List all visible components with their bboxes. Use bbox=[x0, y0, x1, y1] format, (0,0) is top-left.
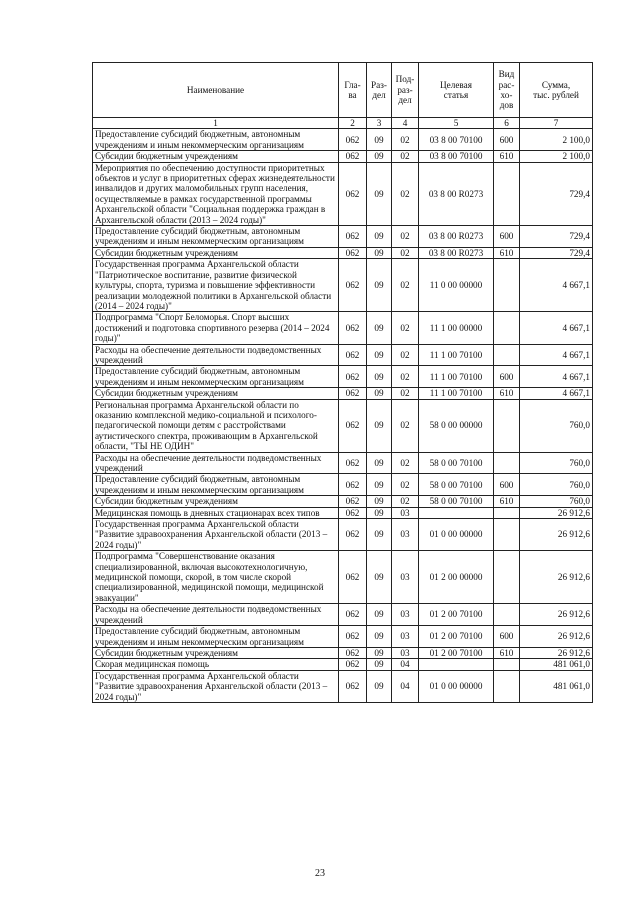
table-row bbox=[93, 388, 593, 399]
table-row bbox=[93, 659, 593, 670]
row-vid-cell bbox=[494, 551, 520, 604]
row-glava-cell: 062 bbox=[339, 496, 367, 507]
row-podrazdel-cell: 02 bbox=[392, 399, 419, 452]
row-razdel-cell: 09 bbox=[367, 226, 392, 248]
row-vid-cell: 600 bbox=[494, 366, 520, 388]
row-article-cell: 01 2 00 00000 bbox=[419, 551, 494, 604]
row-podrazdel-cell: 04 bbox=[392, 659, 419, 670]
row-glava-cell: 062 bbox=[339, 162, 367, 225]
row-podrazdel-cell: 02 bbox=[392, 162, 419, 225]
row-sum-cell: 729,4 bbox=[520, 247, 593, 258]
row-vid-cell bbox=[494, 452, 520, 474]
column-number: 2 bbox=[339, 118, 367, 129]
row-name-cell: Региональная программа Архангельской области по оказанию комплексной медико-социальной и психолого-педагогической помощи детям с расстройствами аутистического спектра, проживающим в Архангельской области, "ТЫ НЕ ОДИН" bbox=[93, 399, 339, 452]
table-body bbox=[93, 129, 593, 703]
row-glava-cell: 062 bbox=[339, 626, 367, 648]
row-article-cell: 03 8 00 R0273 bbox=[419, 162, 494, 225]
row-razdel-cell: 09 bbox=[367, 659, 392, 670]
table-row bbox=[93, 551, 593, 604]
row-razdel-cell: 09 bbox=[367, 626, 392, 648]
row-razdel-cell: 09 bbox=[367, 247, 392, 258]
row-article-cell bbox=[419, 507, 494, 518]
row-vid-cell bbox=[494, 259, 520, 312]
row-vid-cell: 600 bbox=[494, 226, 520, 248]
row-razdel-cell: 09 bbox=[367, 162, 392, 225]
row-vid-cell bbox=[494, 399, 520, 452]
table-row bbox=[93, 312, 593, 344]
row-glava-cell: 062 bbox=[339, 551, 367, 604]
row-article-cell bbox=[419, 659, 494, 670]
header-name: Наименование bbox=[93, 63, 339, 118]
row-podrazdel-cell: 02 bbox=[392, 259, 419, 312]
table-row bbox=[93, 507, 593, 518]
row-glava-cell: 062 bbox=[339, 507, 367, 518]
row-razdel-cell: 09 bbox=[367, 670, 392, 702]
header-vid: Вид рас- хо- дов bbox=[494, 63, 520, 118]
row-glava-cell: 062 bbox=[339, 474, 367, 496]
table-row bbox=[93, 399, 593, 452]
row-razdel-cell: 09 bbox=[367, 551, 392, 604]
row-podrazdel-cell: 03 bbox=[392, 519, 419, 551]
row-podrazdel-cell: 02 bbox=[392, 312, 419, 344]
row-podrazdel-cell: 02 bbox=[392, 344, 419, 366]
row-razdel-cell: 09 bbox=[367, 129, 392, 151]
row-article-cell: 11 1 00 70100 bbox=[419, 366, 494, 388]
column-number: 3 bbox=[367, 118, 392, 129]
row-sum-cell: 26 912,6 bbox=[520, 647, 593, 658]
row-vid-cell: 610 bbox=[494, 388, 520, 399]
row-article-cell: 01 0 00 00000 bbox=[419, 670, 494, 702]
row-name-cell: Расходы на обеспечение деятельности подведомственных учреждений bbox=[93, 604, 339, 626]
row-glava-cell: 062 bbox=[339, 399, 367, 452]
row-article-cell: 03 8 00 70100 bbox=[419, 151, 494, 162]
row-name-cell: Предоставление субсидий бюджетным, автономным учреждениям и иным некоммерческим организациям bbox=[93, 129, 339, 151]
row-name-cell: Предоставление субсидий бюджетным, автономным учреждениям и иным некоммерческим организациям bbox=[93, 226, 339, 248]
table-row bbox=[93, 604, 593, 626]
row-razdel-cell: 09 bbox=[367, 388, 392, 399]
table-row bbox=[93, 496, 593, 507]
row-article-cell: 11 1 00 70100 bbox=[419, 388, 494, 399]
row-article-cell: 03 8 00 R0273 bbox=[419, 247, 494, 258]
row-glava-cell: 062 bbox=[339, 259, 367, 312]
header-sum: Сумма, тыс. рублей bbox=[520, 63, 593, 118]
row-article-cell: 01 2 00 70100 bbox=[419, 604, 494, 626]
row-vid-cell: 600 bbox=[494, 129, 520, 151]
row-sum-cell: 2 100,0 bbox=[520, 129, 593, 151]
header-glava: Гла- ва bbox=[339, 63, 367, 118]
row-glava-cell: 062 bbox=[339, 247, 367, 258]
row-sum-cell: 26 912,6 bbox=[520, 551, 593, 604]
row-glava-cell: 062 bbox=[339, 226, 367, 248]
row-razdel-cell: 09 bbox=[367, 259, 392, 312]
row-glava-cell: 062 bbox=[339, 519, 367, 551]
header-razdel: Раз- дел bbox=[367, 63, 392, 118]
row-name-cell: Государственная программа Архангельской области "Патриотическое воспитание, развитие физической культуры, спорта, туризма и повышение эффективности реализации молодежной политики в Архангельской области (2014 – 2024 годы)" bbox=[93, 259, 339, 312]
row-razdel-cell: 09 bbox=[367, 151, 392, 162]
row-podrazdel-cell: 02 bbox=[392, 474, 419, 496]
row-razdel-cell: 09 bbox=[367, 507, 392, 518]
row-name-cell: Субсидии бюджетным учреждениям bbox=[93, 151, 339, 162]
row-podrazdel-cell: 02 bbox=[392, 247, 419, 258]
row-article-cell: 03 8 00 R0273 bbox=[419, 226, 494, 248]
row-sum-cell: 4 667,1 bbox=[520, 259, 593, 312]
row-razdel-cell: 09 bbox=[367, 399, 392, 452]
row-name-cell: Предоставление субсидий бюджетным, автономным учреждениям и иным некоммерческим организациям bbox=[93, 366, 339, 388]
row-glava-cell: 062 bbox=[339, 344, 367, 366]
row-article-cell: 01 2 00 70100 bbox=[419, 626, 494, 648]
row-vid-cell: 610 bbox=[494, 151, 520, 162]
row-podrazdel-cell: 03 bbox=[392, 647, 419, 658]
row-podrazdel-cell: 03 bbox=[392, 604, 419, 626]
row-name-cell: Субсидии бюджетным учреждениям bbox=[93, 647, 339, 658]
row-sum-cell: 4 667,1 bbox=[520, 388, 593, 399]
row-podrazdel-cell: 03 bbox=[392, 626, 419, 648]
row-article-cell: 01 0 00 00000 bbox=[419, 519, 494, 551]
row-vid-cell bbox=[494, 659, 520, 670]
row-vid-cell: 610 bbox=[494, 247, 520, 258]
row-podrazdel-cell: 02 bbox=[392, 388, 419, 399]
row-vid-cell bbox=[494, 344, 520, 366]
row-sum-cell: 26 912,6 bbox=[520, 604, 593, 626]
row-name-cell: Медицинская помощь в дневных стационарах всех типов bbox=[93, 507, 339, 518]
row-razdel-cell: 09 bbox=[367, 366, 392, 388]
row-name-cell: Подпрограмма "Спорт Беломорья. Спорт высших достижений и подготовка спортивного резерва (2014 – 2024 годы)" bbox=[93, 312, 339, 344]
row-article-cell: 11 0 00 00000 bbox=[419, 259, 494, 312]
table-row bbox=[93, 670, 593, 702]
header-podrazdel: Под- раз- дел bbox=[392, 63, 419, 118]
column-number: 1 bbox=[93, 118, 339, 129]
table-row bbox=[93, 162, 593, 225]
row-podrazdel-cell: 03 bbox=[392, 551, 419, 604]
column-number: 5 bbox=[419, 118, 494, 129]
column-numbers-row bbox=[93, 118, 593, 129]
row-razdel-cell: 09 bbox=[367, 312, 392, 344]
table-header-row bbox=[93, 63, 593, 118]
row-razdel-cell: 09 bbox=[367, 452, 392, 474]
row-glava-cell: 062 bbox=[339, 452, 367, 474]
row-podrazdel-cell: 02 bbox=[392, 496, 419, 507]
row-glava-cell: 062 bbox=[339, 647, 367, 658]
table-row bbox=[93, 366, 593, 388]
row-glava-cell: 062 bbox=[339, 388, 367, 399]
table-row bbox=[93, 226, 593, 248]
row-razdel-cell: 09 bbox=[367, 519, 392, 551]
row-article-cell: 03 8 00 70100 bbox=[419, 129, 494, 151]
row-sum-cell: 481 061,0 bbox=[520, 659, 593, 670]
row-sum-cell: 729,4 bbox=[520, 226, 593, 248]
table-row bbox=[93, 247, 593, 258]
row-glava-cell: 062 bbox=[339, 659, 367, 670]
row-name-cell: Предоставление субсидий бюджетным, автономным учреждениям и иным некоммерческим организациям bbox=[93, 626, 339, 648]
row-glava-cell: 062 bbox=[339, 604, 367, 626]
row-vid-cell: 610 bbox=[494, 647, 520, 658]
table-row bbox=[93, 647, 593, 658]
table-row bbox=[93, 626, 593, 648]
row-name-cell: Субсидии бюджетным учреждениям bbox=[93, 496, 339, 507]
row-glava-cell: 062 bbox=[339, 670, 367, 702]
row-article-cell: 58 0 00 70100 bbox=[419, 496, 494, 507]
table-row bbox=[93, 129, 593, 151]
row-name-cell: Скорая медицинская помощь bbox=[93, 659, 339, 670]
column-number: 6 bbox=[494, 118, 520, 129]
row-podrazdel-cell: 02 bbox=[392, 129, 419, 151]
row-razdel-cell: 09 bbox=[367, 474, 392, 496]
row-name-cell: Субсидии бюджетным учреждениям bbox=[93, 388, 339, 399]
row-podrazdel-cell: 02 bbox=[392, 452, 419, 474]
table-row bbox=[93, 344, 593, 366]
row-podrazdel-cell: 02 bbox=[392, 226, 419, 248]
row-sum-cell: 760,0 bbox=[520, 474, 593, 496]
row-vid-cell: 610 bbox=[494, 496, 520, 507]
row-article-cell: 11 1 00 00000 bbox=[419, 312, 494, 344]
row-vid-cell bbox=[494, 604, 520, 626]
column-number: 4 bbox=[392, 118, 419, 129]
row-name-cell: Субсидии бюджетным учреждениям bbox=[93, 247, 339, 258]
row-razdel-cell: 09 bbox=[367, 604, 392, 626]
row-razdel-cell: 09 bbox=[367, 496, 392, 507]
row-sum-cell: 760,0 bbox=[520, 399, 593, 452]
row-article-cell: 58 0 00 70100 bbox=[419, 474, 494, 496]
row-glava-cell: 062 bbox=[339, 129, 367, 151]
row-vid-cell: 600 bbox=[494, 626, 520, 648]
row-name-cell: Подпрограмма "Совершенствование оказания специализированной, включая высокотехнологичную, медицинской помощи, скорой, в том числе скорой специализированной, медицинской помощи, медицинской эвакуации" bbox=[93, 551, 339, 604]
row-sum-cell: 2 100,0 bbox=[520, 151, 593, 162]
row-sum-cell: 26 912,6 bbox=[520, 507, 593, 518]
row-sum-cell: 4 667,1 bbox=[520, 366, 593, 388]
row-sum-cell: 26 912,6 bbox=[520, 519, 593, 551]
row-article-cell: 11 1 00 70100 bbox=[419, 344, 494, 366]
row-name-cell: Мероприятия по обеспечению доступности приоритетных объектов и услуг в приоритетных сферах жизнедеятельности инвалидов и других маломобильных групп населения, осуществляемые в рамках государственной программы Архангельской области "Социальная поддержка граждан в Архангельской области (2013 – 2024 годы)" bbox=[93, 162, 339, 225]
row-sum-cell: 760,0 bbox=[520, 496, 593, 507]
row-name-cell: Государственная программа Архангельской области "Развитие здравоохранения Архангельской области (2013 – 2024 годы)" bbox=[93, 670, 339, 702]
row-name-cell: Государственная программа Архангельской области "Развитие здравоохранения Архангельской области (2013 – 2024 годы)" bbox=[93, 519, 339, 551]
row-glava-cell: 062 bbox=[339, 151, 367, 162]
row-glava-cell: 062 bbox=[339, 366, 367, 388]
page-number: 23 bbox=[315, 868, 325, 879]
row-razdel-cell: 09 bbox=[367, 344, 392, 366]
row-name-cell: Предоставление субсидий бюджетным, автономным учреждениям и иным некоммерческим организациям bbox=[93, 474, 339, 496]
column-number: 7 bbox=[520, 118, 593, 129]
row-article-cell: 58 0 00 00000 bbox=[419, 399, 494, 452]
row-name-cell: Расходы на обеспечение деятельности подведомственных учреждений bbox=[93, 344, 339, 366]
row-vid-cell bbox=[494, 312, 520, 344]
row-vid-cell bbox=[494, 670, 520, 702]
budget-table bbox=[92, 62, 593, 703]
row-podrazdel-cell: 03 bbox=[392, 507, 419, 518]
table-row bbox=[93, 259, 593, 312]
row-article-cell: 01 2 00 70100 bbox=[419, 647, 494, 658]
table-row bbox=[93, 474, 593, 496]
header-article: Целевая статья bbox=[419, 63, 494, 118]
row-vid-cell bbox=[494, 507, 520, 518]
row-sum-cell: 4 667,1 bbox=[520, 312, 593, 344]
row-sum-cell: 26 912,6 bbox=[520, 626, 593, 648]
row-sum-cell: 760,0 bbox=[520, 452, 593, 474]
row-sum-cell: 4 667,1 bbox=[520, 344, 593, 366]
table-row bbox=[93, 452, 593, 474]
row-name-cell: Расходы на обеспечение деятельности подведомственных учреждений bbox=[93, 452, 339, 474]
row-glava-cell: 062 bbox=[339, 312, 367, 344]
table-row bbox=[93, 519, 593, 551]
row-vid-cell bbox=[494, 519, 520, 551]
row-podrazdel-cell: 04 bbox=[392, 670, 419, 702]
row-vid-cell bbox=[494, 162, 520, 225]
row-razdel-cell: 09 bbox=[367, 647, 392, 658]
row-podrazdel-cell: 02 bbox=[392, 366, 419, 388]
row-article-cell: 58 0 00 70100 bbox=[419, 452, 494, 474]
row-podrazdel-cell: 02 bbox=[392, 151, 419, 162]
table-row bbox=[93, 151, 593, 162]
row-vid-cell: 600 bbox=[494, 474, 520, 496]
row-sum-cell: 481 061,0 bbox=[520, 670, 593, 702]
row-sum-cell: 729,4 bbox=[520, 162, 593, 225]
